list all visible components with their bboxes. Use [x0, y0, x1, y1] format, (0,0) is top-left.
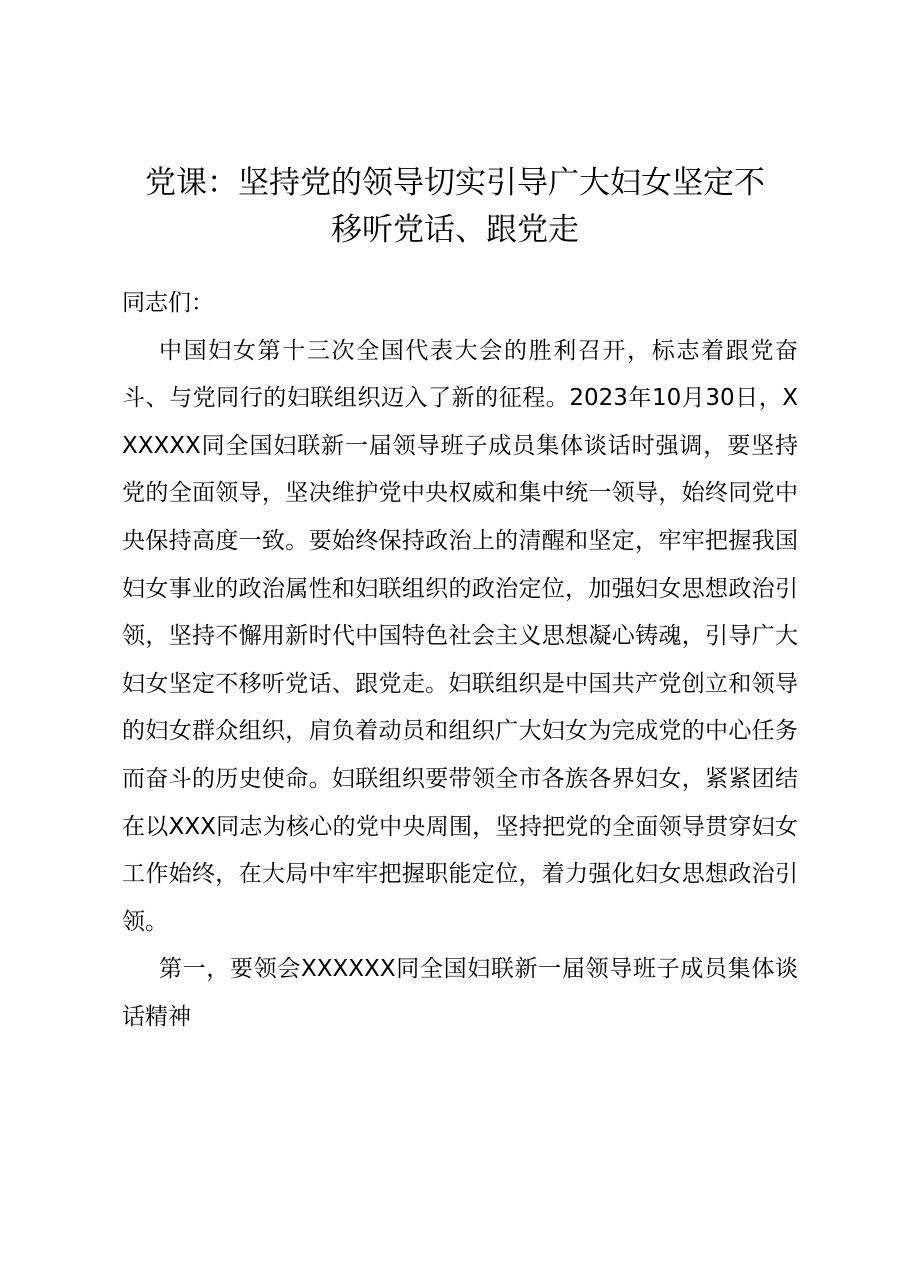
paragraph-section-heading: 第一，要领会XXXXXX同全国妇联新一届领导班子成员集体谈话精神	[122, 956, 798, 1030]
document-title	[110, 160, 800, 254]
salutation: 同志们：	[122, 290, 214, 316]
paragraph-intro: 中国妇女第十三次全国代表大会的胜利召开，标志着跟党奋斗、与党同行的妇联组织迈入了新的征程。2023年10月30日，XXXXXX同全国妇联新一届领导班子成员集体谈话时强调，要坚持党的全面领导，坚决维护党中央权威和集中统一领导，始终同党中央保持高度一致。要始终保持政治上的清醒和坚定，牢牢把握我国妇女事业的政治属性和妇联组织的政治定位，加强妇女思想政治引领，坚持不懈用新时代中国特色社会主义思想凝心铸魂，引导广大妇女坚定不移听党话、跟党走。妇联组织是中国共产党创立和领导的妇女群众组织，肩负着动员和组织广大妇女为完成党的中心任务而奋斗的历史使命。妇联组织要带领全市各族各界妇女，紧紧团结在以XXX同志为核心的党中央周围，坚持把党的全面领导贯穿妇女工作始终，在大局中牢牢把握职能定位，着力强化妇女思想政治引领。	[122, 337, 798, 935]
document-body	[122, 280, 798, 1042]
title-line-2: 移听党话、跟党走	[331, 212, 579, 248]
title-line-1: 党课：坚持党的领导切实引导广大妇女坚定不	[145, 165, 765, 201]
